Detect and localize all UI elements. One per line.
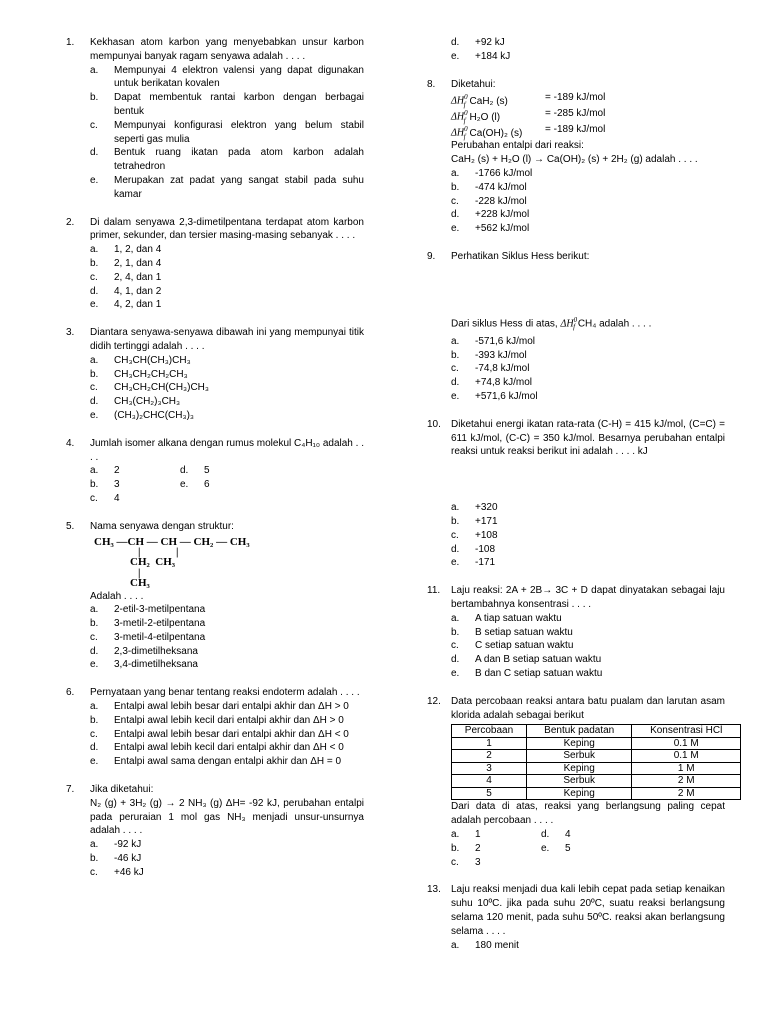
option-text: B setiap satuan waktu [475,626,573,638]
option-text: 2, 4, dan 1 [114,271,162,283]
option-text: 2, 1, dan 4 [114,257,162,269]
option-text: 3-metil-2-etilpentana [114,618,206,630]
option-letter: a. [451,829,460,841]
option-text: 4 [114,492,120,504]
answer-option[interactable] [90,658,364,672]
answer-option[interactable] [451,195,725,209]
answer-option[interactable] [90,478,194,492]
option-letter: d. [90,396,99,408]
question-number: 1. [66,37,75,48]
table-cell: 2 M [632,775,741,788]
bond-line: | [138,545,141,558]
answer-option[interactable] [90,728,364,742]
answer-option[interactable] [90,395,364,409]
option-letter: e. [451,668,460,680]
option-text: 3,4-dimetilheksana [114,659,198,671]
question-number: 13. [427,884,441,896]
answer-option[interactable] [90,174,364,202]
table-header-row [452,725,741,738]
answer-option[interactable] [451,515,725,529]
option-text: 4, 2, dan 1 [114,299,162,311]
question-stem: Di dalam senyawa 2,3-dimetilpentana terdapat atom karbon primer, sekunder, dan tersier masing-masing sebanyak . . . . [90,216,364,242]
hess-cycle-diagram-area [451,264,725,314]
answer-option[interactable] [90,755,364,769]
answer-option[interactable] [90,700,364,714]
question-number: 3. [66,327,75,339]
option-letter: c. [90,382,98,394]
answer-option[interactable] [451,181,725,195]
option-letter: a. [451,167,460,179]
option-letter: d. [90,742,99,754]
option-text: Entalpi awal lebih besar dari entalpi akhir dan ΔH < 0 [114,728,349,740]
option-letter: c. [90,728,98,740]
question-number: 4. [66,437,75,449]
option-text: 180 menit [475,939,519,951]
answer-option[interactable] [451,36,725,50]
option-text: +108 [475,529,498,541]
option-letter: a. [90,701,99,713]
answer-option[interactable] [90,91,364,119]
option-text: -474 kJ/mol [475,181,527,193]
option-letter: d. [451,654,460,666]
option-text: (CH₃)₂CHC(CH₃)₃ [114,409,194,421]
option-letter: c. [451,529,459,541]
answer-option[interactable] [90,409,364,423]
question-stem-after: Dari data di atas, reaksi yang berlangsung paling cepat adalah percobaan . . . . [451,801,725,827]
option-text: +74,8 kJ/mol [475,377,532,389]
question [427,584,725,681]
answer-option[interactable] [541,828,625,842]
option-text: -228 kJ/mol [475,195,527,207]
option-text: 4, 1, dan 2 [114,285,162,297]
option-letter: b. [451,626,460,638]
answer-option[interactable] [451,939,725,953]
question-stem: Diketahui: [451,78,496,90]
ask-post: CH₄ adalah . . . . [577,318,652,330]
option-letter: a. [90,465,99,477]
option-letter: c. [451,195,459,207]
option-text: +46 kJ [114,866,144,878]
option-letter: c. [451,856,459,868]
formula-branch: CH₂ CH₃ [130,555,176,568]
option-letter: e. [451,391,460,403]
option-letter: c. [451,363,459,375]
option-letter: b. [451,349,460,361]
question [427,78,725,236]
option-text: 1 [475,829,481,841]
option-letter: d. [180,465,189,477]
table-cell: 1 [452,737,527,750]
given-value: = -285 kJ/mol [545,108,606,120]
option-text: 2 [475,842,481,854]
option-letter: e. [90,299,99,311]
option-text: Entalpi awal lebih besar dari entalpi akhir dan ΔH > 0 [114,701,349,713]
table-cell: Keping [526,787,631,800]
question-stem-2: N₂ (g) + 3H₂ (g) → 2 NH₃ (g) ΔH= -92 kJ, perubahan entalpi pada peruraian 1 mol gas NH₃ menjadi unsur-unsurnya adalah . . . . [90,797,364,837]
answer-option[interactable] [90,603,364,617]
question-stem: Laju reaksi menjadi dua kali lebih cepat pada setiap kenaikan suhu 10ºC. jika pada suhu 20ºC, suatu reaksi berlangsung selama 120 menit, pada suhu 50ºC. reaksi akan berlangsung selama . . . . [451,884,725,937]
question-number: 8. [427,78,436,90]
table-cell: Serbuk [526,775,631,788]
answer-option[interactable] [90,271,364,285]
answer-option[interactable] [90,64,364,92]
answer-option[interactable] [451,376,725,390]
question-ask [451,314,725,335]
question-number: 12. [427,695,441,707]
table-row [452,775,741,788]
table-header: Bentuk padatan [526,725,631,738]
option-text: Mempunyai konfigurasi elektron yang belum stabil seperti gas mulia [114,119,364,145]
option-letter: d. [451,209,460,221]
answer-option[interactable] [451,390,725,404]
question [427,250,725,404]
answer-option[interactable] [90,631,364,645]
answer-option[interactable] [90,617,364,631]
option-text: CH₃CH₂CH(CH₃)CH₃ [114,382,209,394]
answer-option[interactable] [180,464,264,478]
delta-h-sup: 0 [464,93,468,102]
answer-option[interactable] [90,492,194,506]
answer-option[interactable] [451,349,725,363]
question [66,326,364,423]
answer-option[interactable] [451,167,725,181]
option-text: -393 kJ/mol [475,349,527,361]
option-letter: a. [451,502,460,514]
delta-h-formation-symbol [560,314,578,335]
answer-option[interactable] [451,501,725,515]
answer-option[interactable] [90,146,364,174]
answer-option[interactable] [90,838,364,852]
answer-option[interactable] [451,639,725,653]
option-letter: a. [90,604,99,616]
question-stem: Data percobaan reaksi antara batu pualam dan larutan asam klorida adalah sebagai berikut [451,695,725,721]
option-letter: b. [90,479,99,491]
question-stem: Kekhasan atom karbon yang menyebabkan unsur karbon mempunyai banyak ragam senyawa adalah . . . . [90,37,364,62]
option-letter: b. [90,618,99,630]
option-text: Entalpi awal lebih kecil dari entalpi akhir dan ΔH > 0 [114,714,344,726]
table-cell: 4 [452,775,527,788]
bond-line: | [138,566,141,579]
option-text: +571,6 kJ/mol [475,391,538,403]
answer-option[interactable] [451,842,555,856]
question-stem: Nama senyawa dengan struktur: [90,520,234,532]
option-letter: e. [90,174,99,186]
option-text: 2,3-dimetilheksana [114,645,198,657]
formula-branch-end: CH₃ [130,576,150,589]
question [427,695,725,870]
option-letter: b. [90,853,99,865]
answer-option[interactable] [451,543,725,557]
option-text: Merupakan zat padat yang sangat stabil pada suhu kamar [114,174,364,200]
option-text: 3 [114,479,120,491]
delta-h-sup: 0 [464,125,468,134]
left-column [66,36,364,880]
option-text: CH₃CH₂CH₂CH₃ [114,368,188,380]
option-letter: a. [451,612,460,624]
option-text: +184 kJ [475,50,511,62]
question [66,437,364,506]
option-text: -92 kJ [114,839,142,851]
question-line: Perubahan entalpi dari reaksi: [451,140,584,152]
question-stem: Pernyataan yang benar tentang reaksi endoterm adalah . . . . [90,687,360,699]
answer-option[interactable] [90,645,364,659]
question-stem-after: Adalah . . . . [90,590,144,602]
option-letter: b. [90,92,99,104]
question [66,783,364,880]
answer-option[interactable] [90,866,364,880]
table-cell: 2 M [632,787,741,800]
delta-h-formation-symbol [451,123,466,144]
answer-option[interactable] [90,119,364,147]
option-text: +171 [475,516,498,528]
option-text: 3-metil-4-etilpentana [114,631,206,643]
answer-option[interactable] [451,556,725,570]
option-text: -571,6 kJ/mol [475,335,536,347]
answer-option[interactable] [90,354,364,368]
experiment-data-table [451,724,741,800]
answer-option[interactable] [90,243,364,257]
delta-h-text: ΔH [451,111,465,123]
table-cell: 3 [452,762,527,775]
answer-option[interactable] [541,842,625,856]
question [427,883,725,952]
table-cell: Keping [526,762,631,775]
question-number: 7. [66,784,75,796]
question [66,520,364,673]
option-text: +228 kJ/mol [475,209,530,221]
answer-option[interactable] [451,612,725,626]
option-text: -1766 kJ/mol [475,167,533,179]
option-text: 5 [204,465,210,477]
option-letter: e. [90,659,99,671]
option-letter: c. [90,492,98,504]
question-number: 6. [66,687,75,699]
option-letter: e. [451,223,460,235]
option-row [90,492,364,506]
answer-option[interactable] [90,298,364,312]
question-stem: Perhatikan Siklus Hess berikut: [451,250,590,262]
structural-formula [94,536,364,590]
option-letter: d. [90,645,99,657]
table-header: Percobaan [452,725,527,738]
option-text: Dapat membentuk rantai karbon dengan berbagai bentuk [114,92,364,117]
option-text: 5 [565,842,571,854]
answer-option[interactable] [451,50,725,64]
option-text: -108 [475,543,496,555]
given-value: = -189 kJ/mol [545,92,606,104]
given-species: Ca(OH)₂ (s) [469,127,523,139]
option-letter: e. [541,842,550,854]
answer-option[interactable] [90,714,364,728]
answer-option[interactable] [451,529,725,543]
option-row [90,478,364,492]
answer-option[interactable] [90,285,364,299]
option-row [451,856,725,870]
bond-line: | [176,545,179,558]
question-number: 2. [66,216,75,228]
table-cell: 2 [452,750,527,763]
answer-option[interactable] [451,828,555,842]
question [66,36,364,202]
question-number: 5. [66,520,75,532]
right-column [427,36,725,952]
table-cell: Keping [526,737,631,750]
answer-option[interactable] [90,852,364,866]
table-row [452,762,741,775]
given-enthalpy-row [451,123,725,139]
delta-h-text: ΔH [451,95,465,107]
given-enthalpy-row [451,91,725,107]
delta-h-sub: f [573,323,576,332]
option-text: 3 [475,856,481,868]
option-letter: b. [451,516,460,528]
question-stem: Jika diketahui: [90,784,154,796]
option-text: -171 [475,557,496,569]
option-letter: d. [451,377,460,389]
answer-option[interactable] [451,667,725,681]
option-text: B dan C setiap satuan waktu [475,668,603,680]
option-letter: d. [90,285,99,297]
option-row [451,842,725,856]
table-cell: 0.1 M [632,737,741,750]
option-letter: a. [451,335,460,347]
reaction-image-area [451,459,725,501]
given-enthalpy-row [451,107,725,123]
option-letter: e. [180,479,189,491]
option-text: Entalpi awal lebih kecil dari entalpi akhir dan ΔH < 0 [114,742,344,754]
given-species: H₂O (l) [469,111,501,123]
reaction-equation: CaH₂ (s) + H₂O (l) → Ca(OH)₂ (s) + 2H₂ (g) adalah . . . . [451,154,698,166]
option-text: CH₃CH(CH₃)CH₃ [114,354,191,366]
option-letter: c. [451,640,459,652]
option-text: +92 kJ [475,37,505,48]
option-text: Mempunyai 4 elektron valensi yang dapat digunakan untuk berikatan kovalen [114,64,364,90]
option-text: Entalpi awal sama dengan entalpi akhir dan ΔH = 0 [114,756,342,768]
option-text: A dan B setiap satuan waktu [475,654,602,666]
table-header: Konsentrasi HCl [632,725,741,738]
answer-option[interactable] [451,335,725,349]
delta-h-sup: 0 [464,109,468,118]
answer-option[interactable] [451,856,555,870]
question-stem: Diantara senyawa-senyawa dibawah ini yang mempunyai titik didih tertinggi adalah . . . . [90,327,364,352]
option-letter: c. [90,271,98,283]
option-text: A tiap satuan waktu [475,612,562,624]
ask-pre: Dari siklus Hess di atas, [451,318,558,330]
option-letter: a. [90,244,99,256]
given-value: = -189 kJ/mol [545,124,606,136]
option-text: -74,8 kJ/mol [475,363,530,375]
question-stem: Laju reaksi: 2A + 2B→ 3C + D dapat dinyatakan sebagai laju bertambahnya konsentrasi . . . . [451,585,725,611]
option-text: 1, 2, dan 4 [114,244,162,256]
question [427,418,725,570]
table-cell: 5 [452,787,527,800]
option-letter: c. [90,631,98,643]
option-letter: d. [541,829,550,841]
delta-h-text: ΔH [560,318,574,330]
option-letter: d. [451,543,460,555]
option-text: 2 [114,465,120,477]
answer-option[interactable] [451,626,725,640]
option-text: 4 [565,829,571,841]
option-row [451,828,725,842]
table-cell: 1 M [632,762,741,775]
option-letter: b. [90,257,99,269]
question-number: 10. [427,418,441,430]
option-letter: c. [90,119,98,131]
option-text: Bentuk ruang ikatan pada atom karbon adalah tetrahedron [114,147,364,173]
option-letter: b. [451,181,460,193]
answer-option[interactable] [90,381,364,395]
option-letter: a. [90,64,99,76]
option-text: +562 kJ/mol [475,223,530,235]
answer-option[interactable] [451,362,725,376]
question-number: 11. [427,585,441,597]
option-text: -46 kJ [114,853,142,865]
option-letter: e. [90,409,99,421]
table-cell: 0.1 M [632,750,741,763]
given-species: CaH₂ (s) [469,95,508,107]
delta-h-text: ΔH [451,127,465,139]
formula-main-chain: CH₃ —CH — CH — CH₂ — CH₃ [94,535,250,548]
answer-option[interactable] [90,368,364,382]
option-letter: e. [90,756,99,768]
delta-h-sup: 0 [573,315,578,324]
delta-h-sub: f [463,132,466,141]
option-text: CH₃(CH₂)₃CH₃ [114,396,181,408]
delta-h-sub: f [463,116,466,125]
option-letter: a. [90,354,99,366]
answer-option[interactable] [451,653,725,667]
option-letter: e. [451,50,460,62]
option-letter: d. [451,37,460,48]
question [66,686,364,769]
table-row [452,737,741,750]
answer-option[interactable] [180,478,264,492]
option-letter: a. [451,939,460,951]
table-row [452,787,741,800]
table-cell: Serbuk [526,750,631,763]
option-text: 6 [204,479,210,491]
option-letter: c. [90,866,98,878]
option-text: 2-etil-3-metilpentana [114,604,206,616]
question-number: 9. [427,250,436,262]
delta-h-sub: f [463,100,466,109]
answer-option[interactable] [90,257,364,271]
option-letter: a. [90,839,99,851]
option-letter: d. [90,147,99,159]
answer-option[interactable] [90,464,194,478]
answer-option[interactable] [451,208,725,222]
table-row [452,750,741,763]
option-letter: b. [90,368,99,380]
question-stem: Diketahui energi ikatan rata-rata (C-H) = 415 kJ/mol, (C=C) = 611 kJ/mol, (C-C) = 350 kJ/mol. Besarnya perubahan entalpi reaksi untuk reaksi berikut ini adalah . . . . kJ [451,418,725,458]
option-row [90,464,364,478]
answer-option[interactable] [451,222,725,236]
option-letter: b. [90,714,99,726]
option-text: +320 [475,502,498,514]
answer-option[interactable] [90,741,364,755]
option-text: C setiap satuan waktu [475,640,574,652]
question [66,216,364,313]
question-stem: Jumlah isomer alkana dengan rumus molekul C₄H₁₀ adalah . . . . [90,437,364,463]
option-letter: b. [451,842,460,854]
option-letter: e. [451,557,460,569]
question-continuation [427,36,725,64]
